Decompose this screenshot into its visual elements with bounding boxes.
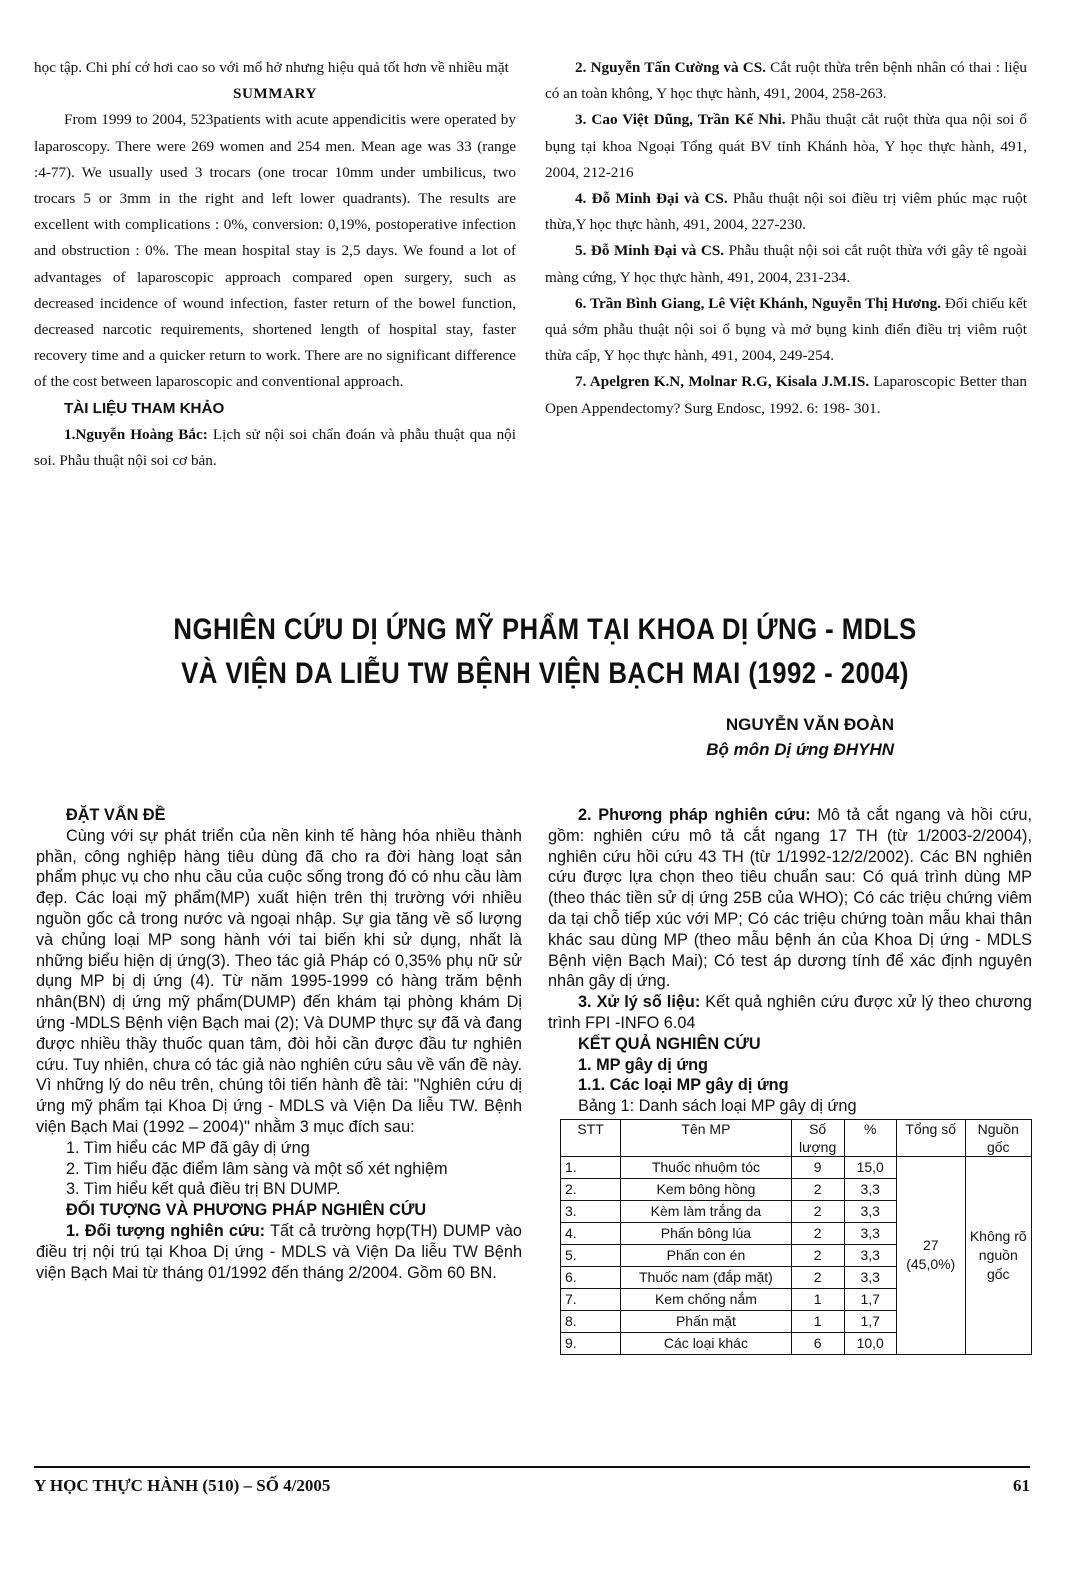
table-cell-percent: 3,3: [844, 1244, 896, 1266]
results-subheading-1-1: 1.1. Các loại MP gây dị ứng: [578, 1076, 789, 1095]
table-caption: Bảng 1: Danh sách loại MP gây dị ứng: [578, 1097, 857, 1116]
table-cell-stt: 1.: [561, 1156, 621, 1178]
subjects-text: Tất cả trường hợp(TH) DUMP vào điều trị nội trú tại Khoa Dị ứng - MDLS và Viện Da liễu TW Bệnh viện Bạch Mai từ tháng 01/1992 đến tháng 2/2004. Gồm 60 BN.: [36, 1221, 522, 1282]
table-cell-stt: 6.: [561, 1266, 621, 1288]
table-cell-origin: Không rõ nguồn gốc: [965, 1156, 1031, 1354]
bottom-left-column: [36, 805, 522, 1283]
table-total-percent: (45,0%): [906, 1256, 956, 1273]
results-heading: KẾT QUẢ NGHIÊN CỨU: [578, 1034, 761, 1053]
top-left-column: [34, 55, 516, 474]
reference-5-authors: 5. Đỗ Minh Đại và CS.: [575, 242, 725, 260]
table-cell-count: 2: [791, 1244, 844, 1266]
reference-7-text: Laparoscopic Better than Open Appendectomy? Surg Endosc, 1992. 6: 198- 301.: [545, 373, 1028, 417]
table-cell-count: 2: [791, 1200, 844, 1222]
footer-page-number: 61: [1013, 1476, 1030, 1495]
reference-3: [545, 107, 1027, 186]
table-cell-count: 2: [791, 1178, 844, 1200]
author-block: [560, 712, 894, 762]
methods-heading: ĐỐI TƯỢNG VÀ PHƯƠNG PHÁP NGHIÊN CỨU: [66, 1201, 427, 1220]
table-cell-percent: 3,3: [844, 1178, 896, 1200]
table-cell-stt: 5.: [561, 1244, 621, 1266]
table-cell-name: Kem bông hồng: [621, 1178, 792, 1200]
footer-rule: [34, 1466, 1030, 1468]
reference-5-text: Phẫu thuật nội soi cắt ruột thừa với gây tê ngoài màng cứng, Y học thực hành, 491, 2004, 231-234.: [545, 242, 1027, 286]
top-right-column: [545, 55, 1027, 422]
table-cell-name: Phấn bông lúa: [621, 1222, 792, 1244]
table-row: [561, 1156, 1032, 1178]
table-header-count: Số lượng: [791, 1119, 844, 1156]
reference-4: [545, 186, 1027, 238]
method-label: 2. Phương pháp nghiên cứu:: [578, 806, 811, 824]
table-cell-count: 9: [791, 1156, 844, 1178]
subjects-label: 1. Đối tượng nghiên cứu:: [66, 1221, 266, 1240]
table-cell-stt: 3.: [561, 1200, 621, 1222]
table-cell-percent: 3,3: [844, 1200, 896, 1222]
references-heading: TÀI LIỆU THAM KHẢO: [64, 399, 225, 417]
reference-1-text: Lịch sử nội soi chẩn đoán và phẫu thuật qua nội soi. Phẫu thuật nội soi cơ bản.: [34, 425, 516, 470]
table-cell-name: Các loại khác: [621, 1332, 792, 1354]
reference-1-authors: 1.Nguyễn Hoàng Bắc:: [64, 425, 208, 443]
reference-4-authors: 4. Đỗ Minh Đại và CS.: [575, 190, 728, 208]
author-affiliation: Bộ môn Dị ứng ĐHYHN: [706, 740, 894, 759]
summary-paragraph: From 1999 to 2004, 523patients with acute appendicitis were operated by laparoscopy. There were 269 women and 254 men. Mean age was 33 (range :4-77). We usually used 3 trocars (one trocar 10mm under umbilicus, two trocars 5 or 3mm in the right and left lower quadrants). The results are excellent with complications : 0%, conversion: 0,19%, postoperative infection and obstruction : 0%. The mean hospital stay is 2,5 days. We found a lot of advantages of laparoscopic approach compared open surgery, such as decreased incidence of wound infection, faster return of the bowel function, decreased narcotic requirements, shortened length of hospital stay, faster recovery time and a quicker return to work. There are no significant difference of the cost between laparoscopic and conventional approach.: [34, 111, 516, 391]
reference-6-authors: 6. Trần Bình Giang, Lê Việt Khánh, Nguyễn Thị Hương.: [575, 294, 941, 312]
cosmetics-table: [560, 1119, 1032, 1355]
table-header-stt: STT: [561, 1119, 621, 1156]
table-cell-stt: 2.: [561, 1178, 621, 1200]
table-cell-name: Thuốc nam (đắp mặt): [621, 1266, 792, 1288]
table-header-total: Tổng số: [896, 1119, 965, 1156]
bottom-right-column: [548, 805, 1032, 1355]
reference-2-authors: 2. Nguyễn Tấn Cường và CS.: [575, 59, 766, 76]
reference-2-text: Cắt ruột thừa trên bệnh nhân có thai : liệu có an toàn không, Y học thực hành, 491, 2004, 258-263.: [545, 59, 1027, 103]
reference-1: [34, 422, 516, 474]
table-cell-total: [896, 1156, 965, 1354]
table-cell-percent: 3,3: [844, 1222, 896, 1244]
table-cell-percent: 1,7: [844, 1288, 896, 1310]
table-cell-count: 2: [791, 1266, 844, 1288]
table-cell-stt: 4.: [561, 1222, 621, 1244]
summary-heading: SUMMARY: [233, 85, 317, 103]
reference-4-text: Phẫu thuật nội soi điều trị viêm phúc mạc ruột thừa,Y học thực hành, 491, 2004, 227-230.: [545, 190, 1027, 234]
continuation-paragraph: học tập. Chi phí cớ hơi cao so với mổ hở nhưng hiệu quả tốt hơn về nhiều mặt: [34, 59, 509, 76]
reference-6: [545, 291, 1027, 370]
reference-3-text: Phẫu thuật cắt ruột thừa qua nội soi ổ bụng tại khoa Ngoại Tổng quát BV tỉnh Khánh hòa, Y học thực hành, 491, 2004, 212-216: [545, 111, 1027, 181]
reference-2: [545, 55, 1027, 107]
footer-journal-name: Y HỌC THỰC HÀNH (510) – SỐ 4/2005: [34, 1476, 331, 1495]
table-cell-name: Phấn mặt: [621, 1310, 792, 1332]
table-cell-count: 2: [791, 1222, 844, 1244]
data-processing-text: Kết quả nghiên cứu được xử lý theo chương trình FPI -INFO 6.04: [548, 993, 1032, 1032]
table-cell-name: Thuốc nhuộm tóc: [621, 1156, 792, 1178]
table-cell-name: Kèm làm trắng da: [621, 1200, 792, 1222]
method-text: Mô tả cắt ngang và hồi cứu, gồm: nghiên cứu mô tả cắt ngang 17 TH (từ 1/2003-2/2004), nghiên cứu hồi cứu 43 TH (từ 1/1992-12/2/2002). Các BN nghiên cứu được lựa chọn theo tiêu chuẩn sau: Có quá trình dùng MP (theo thác tiền sử dị ứng 25B của WHO); Có các triệu chứng viêm da tại chỗ tiếp xúc với MP; Có các triệu chứng toàn mẫu khai thân khác sau dùng MP (theo mẫu bệnh án của Khoa Dị ứng - MDLS Bệnh viện Bạch Mai); Có test áp dương tính để xác định nguyên nhân gây dị ứng.: [548, 806, 1032, 991]
table-cell-percent: 3,3: [844, 1266, 896, 1288]
author-name: NGUYỄN VĂN ĐOÀN: [725, 715, 894, 734]
subjects-paragraph: [36, 1221, 522, 1283]
reference-7: [545, 369, 1027, 421]
table-header-origin: Nguồn gốc: [965, 1119, 1031, 1156]
method-paragraph: [548, 805, 1032, 992]
table-cell-percent: 10,0: [844, 1332, 896, 1354]
table-cell-name: Kem chống nắm: [621, 1288, 792, 1310]
article-title: [76, 608, 1013, 696]
table-cell-stt: 8.: [561, 1310, 621, 1332]
table-cell-name: Phấn con én: [621, 1244, 792, 1266]
reference-3-authors: 3. Cao Việt Dũng, Trần Kế Nhi.: [575, 111, 786, 129]
intro-paragraph: Cùng với sự phát triển của nền kinh tế hàng hóa nhiều thành phần, công nghiệp hàng tiêu dùng đã cho ra đời hàng loạt sản phẩm phục vụ cho nhu cầu của cuộc sống trong đó có nhu cầu làm đẹp. Các loại mỹ phẩm(MP) xuất hiện trên thị trường với nhiều nguồn gốc cả trong nước và ngoại nhập. Sự gia tăng về số lượng và chủng loại MP song hành với tai biến khi sử dụng, nhất là những biểu hiện dị ứng(3). Theo tác giả Pháp có 0,35% phụ nữ sử dụng MP bị dị ứng (4). Từ năm 1995-1999 có hàng trăm bệnh nhân(BN) dị ứng mỹ phẩm(DUMP) đến khám tại phòng khám Dị ứng -MDLS Bệnh viện Bạch mai (2); Và DUMP thực sự đã và đang được nhiều thầy thuốc quan tâm, đòi hỏi cần được đầu tư nghiên cứu. Tuy nhiên, chưa có tác giả nào nghiên cứu sâu về vấn đề này. Vì những lý do nêu trên, chúng tôi tiến hành đề tài: "Nghiên cứu dị ứng mỹ phẩm tại Khoa Dị ứng - MDLS và Viện Da liễu TW. Bệnh viện Bạch Mai (1992 – 2004)" nhằm 3 mục đích sau:: [36, 826, 522, 1136]
article-title-line-1: NGHIÊN CỨU DỊ ỨNG MỸ PHẨM TẠI KHOA DỊ ỨNG - MDLS: [173, 613, 917, 646]
data-processing-label: 3. Xử lý số liệu:: [578, 993, 701, 1012]
table-cell-stt: 9.: [561, 1332, 621, 1354]
results-subheading-1: 1. MP gây dị ứng: [578, 1055, 709, 1074]
reference-5: [545, 238, 1027, 290]
table-cell-count: 1: [791, 1310, 844, 1332]
reference-6-text: Đối chiếu kết quả sớm phẫu thuật nội soi ổ bụng và mở bụng kinh điển điều trị viêm ruột thừa cấp, Y học thực hành, 491, 2004, 249-254.: [545, 294, 1027, 365]
table-header-name: Tên MP: [621, 1119, 792, 1156]
data-processing-paragraph: [548, 992, 1032, 1034]
aim-3: 3. Tìm hiểu kết quả điều trị BN DUMP.: [66, 1180, 341, 1199]
table-header-percent: %: [844, 1119, 896, 1156]
table-total-count: 27: [922, 1237, 939, 1254]
article-title-line-2: VÀ VIỆN DA LIỄU TW BỆNH VIỆN BẠCH MAI (1992 - 2004): [181, 657, 909, 690]
aim-2: 2. Tìm hiểu đặc điểm lâm sàng và một số xét nghiệm: [66, 1159, 448, 1178]
aim-1: 1. Tìm hiểu các MP đã gây dị ứng: [66, 1138, 310, 1157]
table-cell-percent: 15,0: [844, 1156, 896, 1178]
table-header-row: [561, 1119, 1032, 1156]
table-cell-stt: 7.: [561, 1288, 621, 1310]
intro-heading: ĐẶT VẤN ĐỀ: [66, 806, 166, 824]
table-cell-count: 6: [791, 1332, 844, 1354]
table-cell-count: 1: [791, 1288, 844, 1310]
table-cell-percent: 1,7: [844, 1310, 896, 1332]
reference-7-authors: 7. Apelgren K.N, Molnar R.G, Kisala J.M.IS.: [575, 373, 870, 391]
